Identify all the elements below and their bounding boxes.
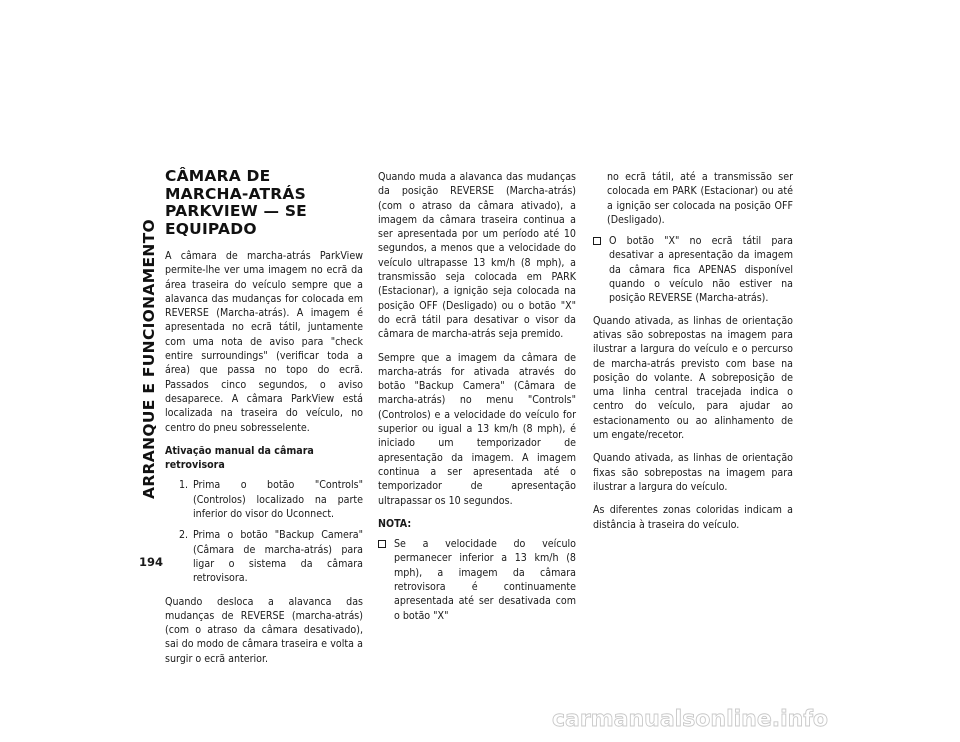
list-item bbox=[179, 528, 363, 585]
paragraph: Quando ativada, as linhas de orientação fixas são sobrepostas na imagem para ilustrar a largura do veículo. bbox=[593, 452, 793, 493]
list-item bbox=[593, 234, 793, 305]
note-bullets bbox=[378, 537, 576, 623]
chapter-title: ARRANQUE E FUNCIONAMENTO bbox=[140, 219, 158, 499]
paragraph: As diferentes zonas coloridas indicam a distância à traseira do veículo. bbox=[593, 504, 793, 531]
column-1 bbox=[165, 166, 363, 675]
title-line-2: MARCHA-ATRÁS bbox=[165, 184, 306, 203]
bullet-text: Se a velocidade do veículo permanecer inferior a 13 km/h (8 mph), a imagem da câmara retrovisora é continuamente apresentada até ser desativada com o botão "X" bbox=[394, 538, 576, 622]
page-number: 194 bbox=[139, 555, 164, 569]
paragraph: Sempre que a imagem da câmara de marcha-atrás for ativada através do botão "Backup Camera" (Câmara de marcha-atrás) no menu "Controls" (Controlos) e a velocidade do veículo for superior ou igual a 13 km/h (8 mph), é iniciado um temporizador de apresentação da imagem. A imagem continua a ser apresentada até o temporizador de apresentação ultrapassar os 10 segundos. bbox=[378, 351, 576, 507]
subheading: Ativação manual da câmara retrovisora bbox=[165, 444, 314, 472]
title-line-3: PARKVIEW — SE EQUIPADO bbox=[165, 202, 307, 238]
steps-list bbox=[165, 478, 363, 585]
step-number: 2. bbox=[179, 529, 189, 542]
note-label: NOTA: bbox=[378, 517, 412, 530]
bullet-continuation: no ecrã tátil, até a transmissão ser colocada em PARK (Estacionar) ou até a ignição ser colocada na posição OFF (Desligado). bbox=[607, 171, 793, 226]
column-2 bbox=[378, 170, 576, 631]
paragraph: Quando muda a alavanca das mudanças da posição REVERSE (Marcha-atrás) (com o atraso da câmara ativado), a imagem da câmara traseira continua a ser apresentada por um período até 10 segundos, a menos que a velocidade do veículo ultrapasse 13 km/h (8 mph), a transmissão seja colocada em PARK (Estacionar), a ignição seja colocada na posição OFF (Desligado) ou o botão "X" do ecrã tátil para desativar o visor da câmara de marcha-atrás seja premido. bbox=[378, 171, 576, 341]
note-bullets bbox=[593, 234, 793, 305]
bullet-text: O botão "X" no ecrã tátil para desativar a apresentação da imagem da câmara fica APENAS disponível quando o veículo não estiver na posição REVERSE (Marcha-atrás). bbox=[609, 235, 793, 305]
intro-paragraph: A câmara de marcha-atrás ParkView permite-lhe ver uma imagem no ecrã da área traseira do veículo sempre que a alavanca das mudanças for colocada em REVERSE (Marcha-atrás). A imagem é apresentada no ecrã tátil, juntamente com uma nota de aviso para "check entire surroundings" (verificar toda a área) que passa no topo do ecrã. Passados cinco segundos, o aviso desaparece. A câmara ParkView está localizada na traseira do veículo, no centro do pneu sobresselente. bbox=[165, 250, 363, 434]
step-number: 1. bbox=[179, 479, 189, 492]
section-title bbox=[165, 168, 363, 238]
paragraph: Quando ativada, as linhas de orientação ativas são sobrepostas na imagem para ilustrar a largura do veículo e o percurso de marcha-atrás previsto com base na posição do volante. A sobreposição de uma linha central tracejada indica o centro do veículo, para ajudar ao estacionamento ou ao alinhamento de um engate/recetor. bbox=[593, 314, 793, 442]
step-text: Prima o botão "Controls" (Controlos) localizado na parte inferior do visor do Uconnect. bbox=[193, 479, 363, 521]
watermark bbox=[510, 704, 830, 734]
step-text: Prima o botão "Backup Camera" (Câmara de marcha-atrás) para ligar o sistema da câmara retrovisora. bbox=[193, 529, 363, 585]
checkbox-bullet-icon bbox=[378, 540, 386, 548]
closing-paragraph: Quando desloca a alavanca das mudanças de REVERSE (marcha-atrás) (com o atraso da câmara desativado), sai do modo de câmara traseira e volta a surgir o ecrã anterior. bbox=[165, 595, 363, 665]
list-item bbox=[378, 537, 576, 623]
column-3 bbox=[593, 170, 793, 541]
chapter-side-tab bbox=[138, 168, 160, 550]
checkbox-bullet-icon bbox=[593, 237, 601, 245]
title-line-1: CÂMARA DE bbox=[165, 167, 271, 185]
list-item bbox=[179, 478, 363, 521]
watermark-text: carmanualsonline.info bbox=[552, 707, 828, 732]
